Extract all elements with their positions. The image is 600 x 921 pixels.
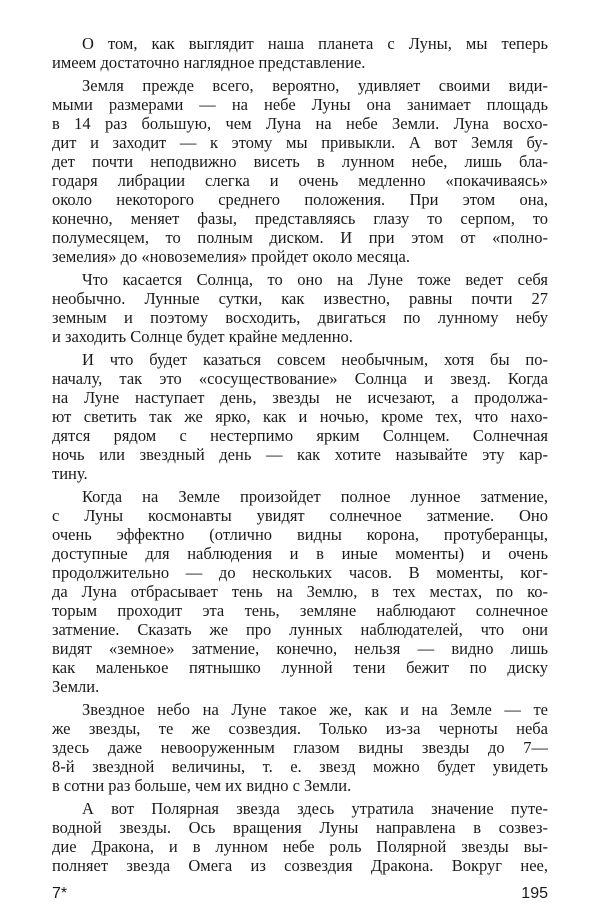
text-line: Когда на Земле произойдет полное лунное затмение, <box>82 487 548 506</box>
text-line: продолжительно — до нескольких часов. В моменты, ког- <box>52 563 548 582</box>
paragraph <box>52 350 548 483</box>
text-line: в 14 раз большую, чем Луна на небе Земли. Луна восхо- <box>52 114 548 133</box>
text-line: мыми размерами — на небе Луны она занимает площадь <box>52 95 548 114</box>
text-line: водной звезды. Ось вращения Луны направлена в созвез- <box>52 818 548 837</box>
page-body <box>52 34 548 875</box>
paragraph <box>52 34 548 72</box>
text-line: началу, так это «сосуществование» Солнца и звезд. Когда <box>52 369 548 388</box>
text-line: И что будет казаться совсем необычным, хотя бы по- <box>82 350 548 369</box>
text-line: Звездное небо на Луне такое же, как и на Земле — те <box>82 700 548 719</box>
text-line: здесь даже невооруженным глазом видны звезды до 7— <box>52 738 548 757</box>
text-line: О том, как выглядит наша планета с Луны, мы теперь <box>82 34 548 53</box>
text-line: ночь или звездный день — как хотите называйте эту кар- <box>52 445 548 464</box>
paragraph <box>52 487 548 696</box>
text-line: земным и поэтому восходить, двигаться по лунному небу <box>52 308 548 327</box>
paragraph <box>52 76 548 266</box>
text-line: годаря либрации слегка и очень медленно «покачиваясь» <box>52 171 548 190</box>
printer-signature-mark: 7* <box>52 885 68 902</box>
text-line: полумесяцем, то полным диском. И при этом от «полно- <box>52 228 548 247</box>
text-line: земелия» до «новоземелия» пройдет около месяца. <box>52 247 410 266</box>
page-number: 195 <box>521 885 548 902</box>
text-line: имеем достаточно наглядное представление. <box>52 53 366 72</box>
text-line: Земля прежде всего, вероятно, удивляет своими види- <box>82 76 548 95</box>
text-line: ют светить так же ярко, как и ночью, кроме тех, что нахо- <box>52 407 548 426</box>
paragraph <box>52 799 548 875</box>
text-line: необычно. Лунные сутки, как известно, равны почти 27 <box>52 289 548 308</box>
text-line: с Луны космонавты увидят солнечное затмение. Оно <box>52 506 548 525</box>
text-line: тину. <box>52 464 88 483</box>
text-line: очень эффектно (отлично видны корона, протуберанцы, <box>52 525 548 544</box>
text-line: на Луне наступает день, звезды не исчезают, а продолжа- <box>52 388 548 407</box>
text-line: в сотни раз больше, чем их видно с Земли. <box>52 776 352 795</box>
text-line: А вот Полярная звезда здесь утратила значение путе- <box>82 799 548 818</box>
text-line: дятся рядом с нестерпимо ярким Солнцем. Солнечная <box>52 426 548 445</box>
text-line: 8-й звездной величины, т. е. звезд можно будет увидеть <box>52 757 548 776</box>
paragraph <box>52 270 548 346</box>
text-line: дит и заходит — к этому мы привыкли. А вот Земля бу- <box>52 133 548 152</box>
text-line: да Луна отбрасывает тень на Землю, в тех местах, по ко- <box>52 582 548 601</box>
text-line: доступные для наблюдения и в иные моменты) и очень <box>52 544 548 563</box>
text-line: видят «земное» затмение, конечно, нельзя — видно лишь <box>52 639 548 658</box>
text-line: дет почти неподвижно висеть в лунном небе, лишь бла- <box>52 152 548 171</box>
text-line: Земли. <box>52 677 100 696</box>
text-line: полняет звезда Омега из созвездия Дракона. Вокруг нее, <box>52 856 548 875</box>
text-line: же звезды, те же созвездия. Только из-за черноты неба <box>52 719 548 738</box>
text-line: дие Дракона, и в лунном небе роль Полярной звезды вы- <box>52 837 548 856</box>
text-line: и заходить Солнце будет крайне медленно. <box>52 327 353 346</box>
text-line: конечно, меняет фазы, представляясь глазу то серпом, то <box>52 209 548 228</box>
paragraph <box>52 700 548 795</box>
text-line: затмение. Сказать же про лунных наблюдателей, что они <box>52 620 548 639</box>
text-line: торым проходит эта тень, земляне наблюдают солнечное <box>52 601 548 620</box>
text-line: Что касается Солнца, то оно на Луне тоже ведет себя <box>82 270 548 289</box>
text-line: как маленькое пятнышко лунной тени бежит по диску <box>52 658 548 677</box>
text-line: около некоторого среднего положения. При этом она, <box>52 190 548 209</box>
